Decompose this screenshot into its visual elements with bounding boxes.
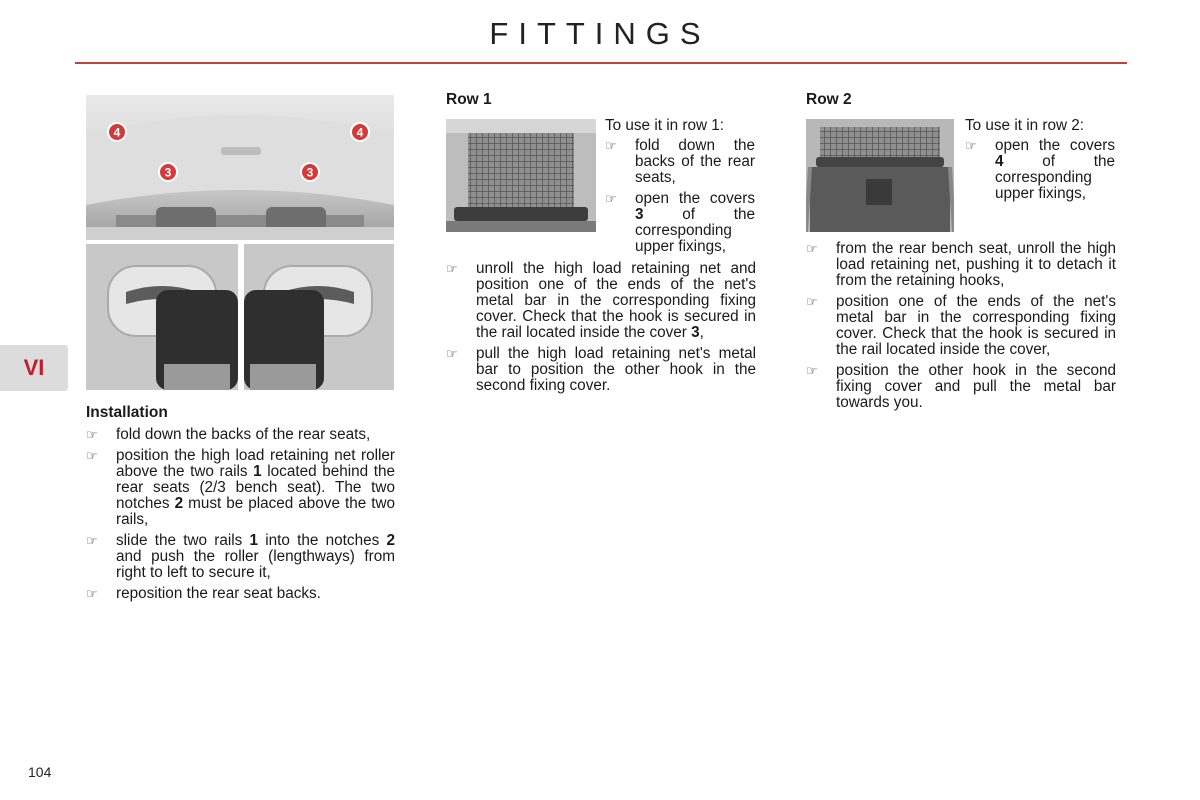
title-divider [75, 62, 1127, 64]
row2-heading: Row 2 [806, 91, 852, 108]
installation-step: ☞ position the high load retaining net roller above the two rails 1 located behind the rear seats (2/3 bench seat). The two notches 2 must be placed above the two rails, [86, 447, 395, 528]
row1-heading: Row 1 [446, 91, 492, 108]
svg-text:4: 4 [356, 125, 364, 140]
pointing-hand-icon: ☞ [806, 363, 818, 378]
pointing-hand-icon: ☞ [605, 191, 617, 206]
pointing-hand-icon: ☞ [806, 294, 818, 309]
installation-step: ☞ fold down the backs of the rear seats, [86, 426, 371, 443]
installation-section [86, 405, 395, 607]
pointing-hand-icon: ☞ [86, 427, 98, 442]
pointing-hand-icon: ☞ [86, 586, 98, 601]
page-number: 104 [28, 764, 52, 780]
row1-side-text [605, 118, 755, 260]
row1-step: ☞ open the covers 3 of the corresponding upper fixings, [605, 190, 755, 255]
fixing-cover-detail-left [86, 244, 238, 390]
row2-step: ☞ position the other hook in the second fixing cover and pull the metal bar towards you. [806, 362, 1116, 411]
pointing-hand-icon: ☞ [86, 448, 98, 463]
row2-heading-block [806, 92, 1116, 114]
callout-top-right [351, 123, 369, 141]
installation-step: ☞ reposition the rear seat backs. [86, 585, 321, 602]
row2-lead: To use it in row 2: [965, 117, 1085, 134]
row2-main-text [806, 241, 1116, 416]
row1-heading-block [446, 92, 756, 114]
pointing-hand-icon: ☞ [446, 261, 458, 276]
pointing-hand-icon: ☞ [806, 241, 818, 256]
row1-net-illustration [446, 119, 596, 232]
pointing-hand-icon: ☞ [605, 138, 617, 153]
row2-net-illustration [806, 119, 954, 232]
chapter-tab[interactable]: VI [0, 345, 68, 391]
row1-step: ☞ pull the high load retaining net's metal bar to position the other hook in the second fixing cover. [446, 345, 756, 394]
pointing-hand-icon: ☞ [446, 346, 458, 361]
roof-fixings-illustration [86, 95, 394, 240]
callout-top-left [108, 123, 126, 141]
installation-steps [86, 427, 395, 602]
row1-step: ☞ fold down the backs of the rear seats, [605, 137, 755, 186]
callout-mid-left [159, 163, 177, 181]
callout-mid-right [301, 163, 319, 181]
row2-step: ☞ open the covers 4 of the corresponding upper fixings, [965, 137, 1115, 202]
row1-main-text [446, 261, 756, 399]
row2-step: ☞ position one of the ends of the net's metal bar in the corresponding fixing cover. Check that the hook is secured in the rail located inside the cover, [806, 293, 1116, 358]
fixing-cover-detail-right [244, 244, 394, 390]
installation-heading: Installation [86, 404, 168, 421]
row2-side-text [965, 118, 1115, 207]
row1-lead: To use it in row 1: [605, 117, 725, 134]
svg-text:3: 3 [306, 165, 314, 180]
row2-step: ☞ from the rear bench seat, unroll the high load retaining net, pushing it to detach it from the retaining hooks, [806, 240, 1116, 289]
row1-step: ☞ unroll the high load retaining net and position one of the ends of the net's metal bar in the corresponding fixing cover. Check that the hook is secured in the rail located inside the cover 3, [446, 260, 756, 341]
pointing-hand-icon: ☞ [965, 138, 977, 153]
svg-text:3: 3 [164, 165, 172, 180]
installation-step: ☞ slide the two rails 1 into the notches 2 and push the roller (lengthways) from right to left to secure it, [86, 532, 395, 581]
svg-text:4: 4 [113, 125, 121, 140]
page-title: FITTINGS [489, 16, 711, 51]
pointing-hand-icon: ☞ [86, 533, 98, 548]
